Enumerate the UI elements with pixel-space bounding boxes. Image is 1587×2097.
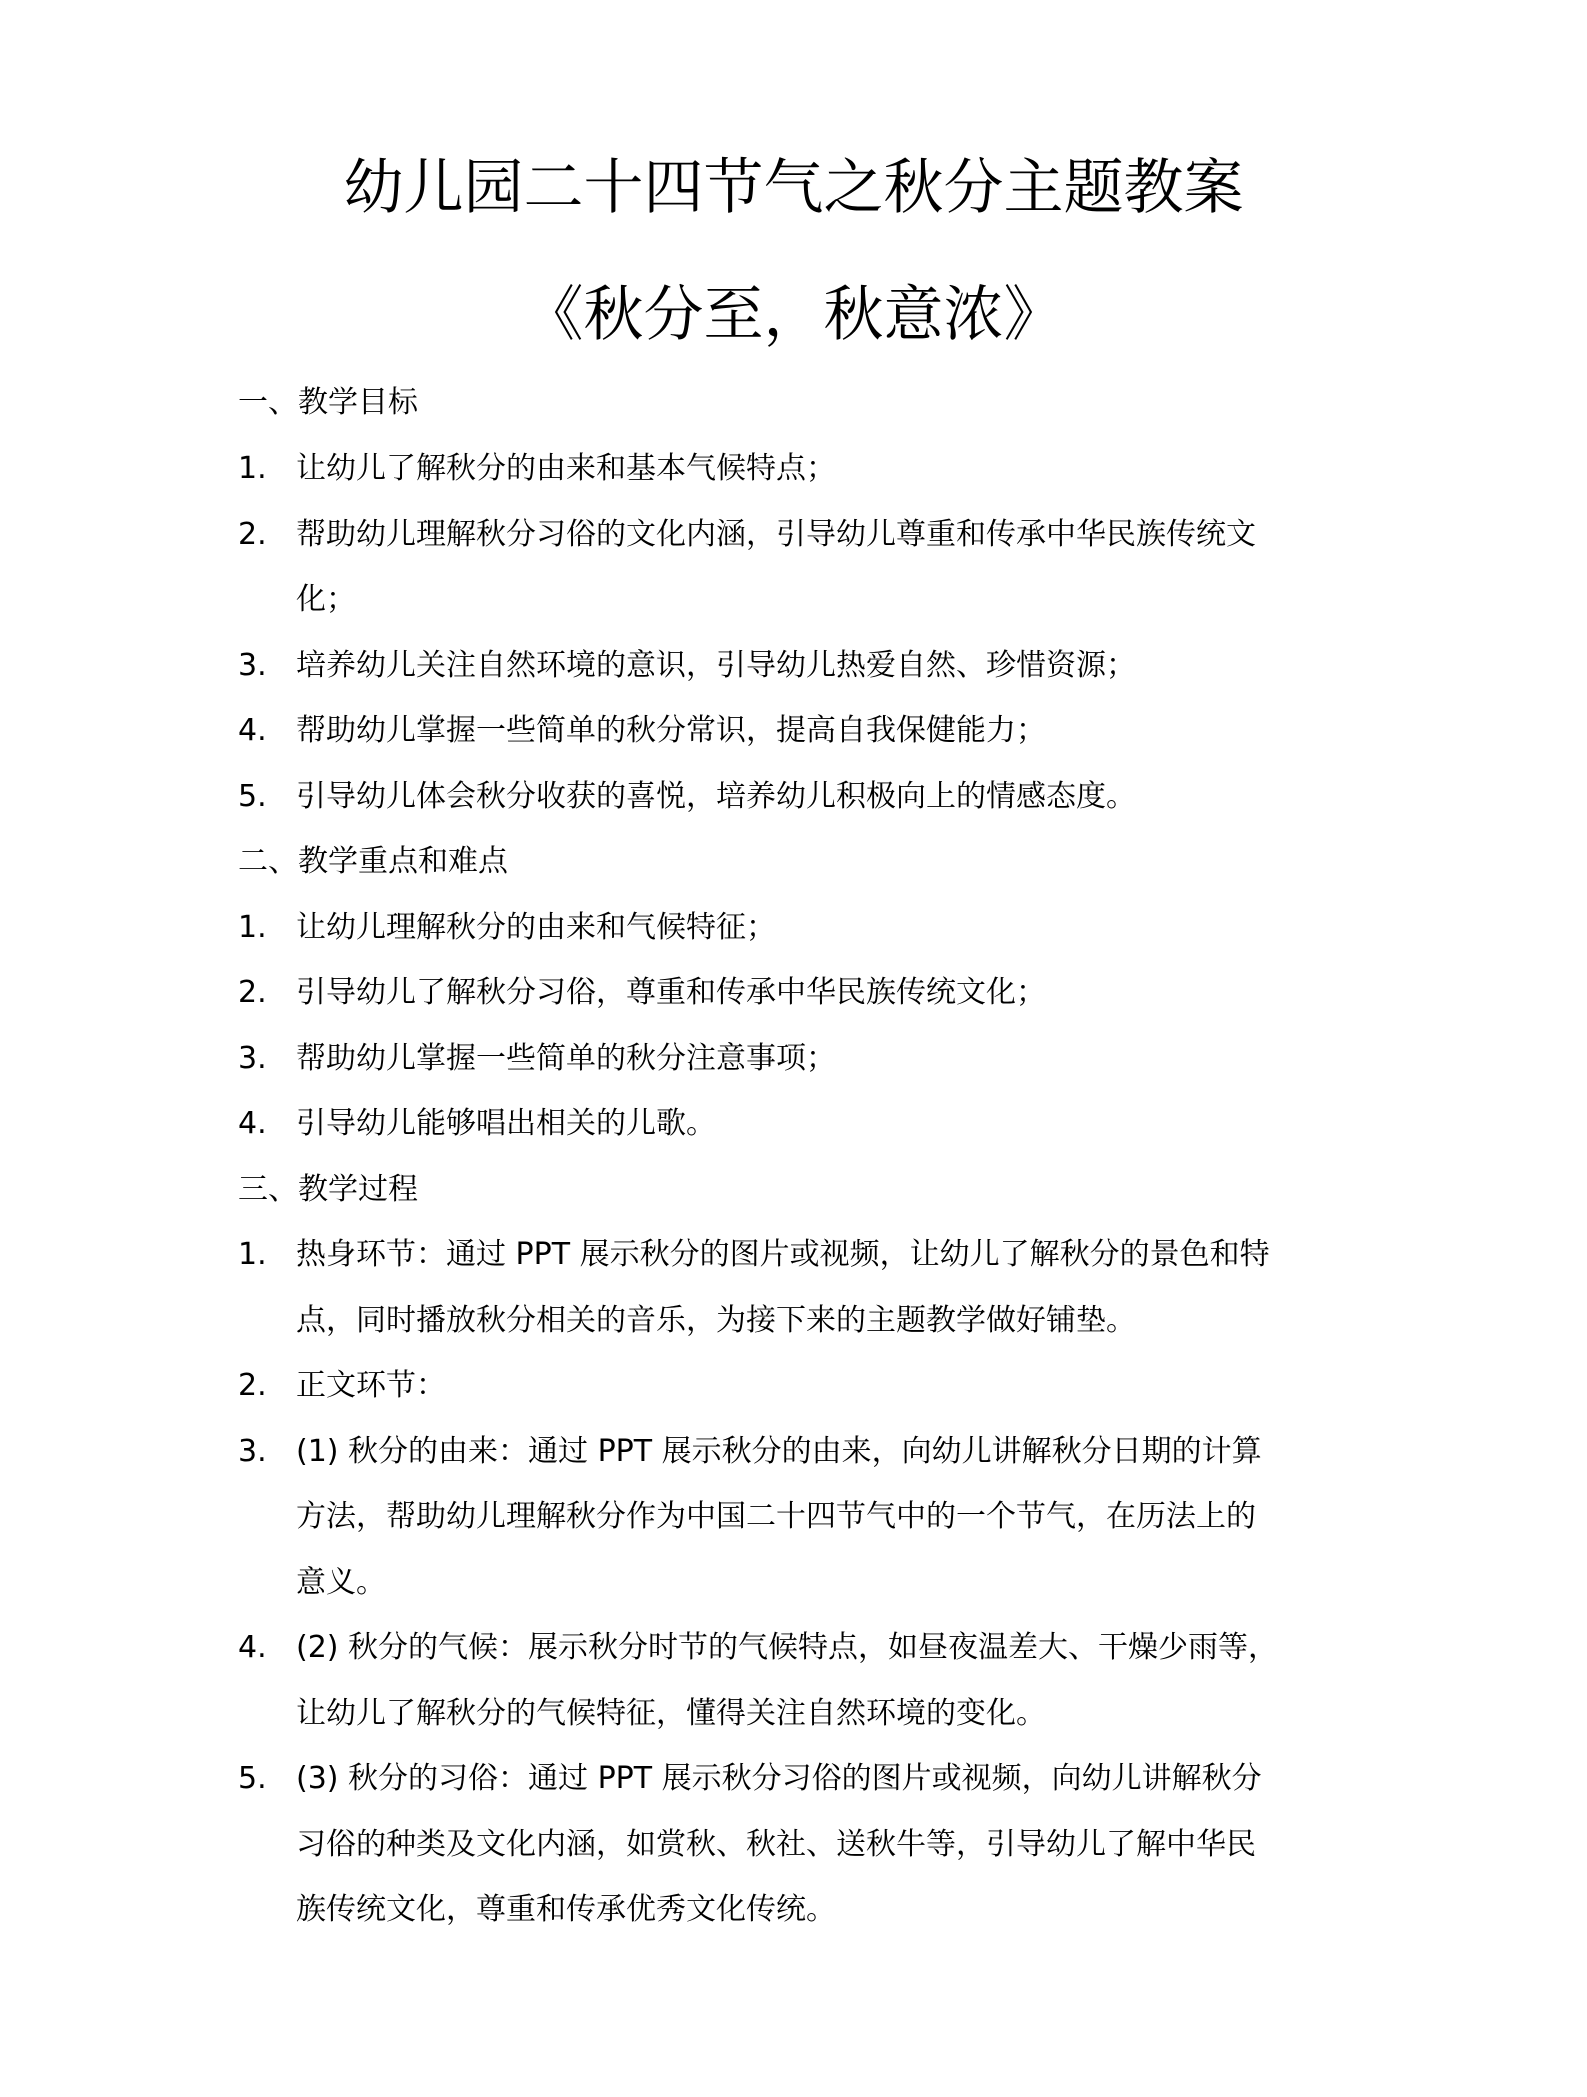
list-number: 1. bbox=[238, 910, 267, 945]
section-heading: 三、教学过程 bbox=[238, 1172, 418, 1207]
list-number: 1. bbox=[238, 1237, 267, 1272]
list-item-text: 让幼儿了解秋分的由来和基本气候特点； bbox=[296, 451, 836, 486]
list-number: 3. bbox=[238, 1434, 267, 1469]
list-item-text: (2) 秋分的气候：展示秋分时节的气候特点，如昼夜温差大、干燥少雨等， bbox=[296, 1630, 1279, 1665]
list-item-text: (1) 秋分的由来：通过 PPT 展示秋分的由来，向幼儿讲解秋分日期的计算 bbox=[296, 1434, 1262, 1469]
list-item-text: 习俗的种类及文化内涵，如赏秋、秋社、送秋牛等，引导幼儿了解中华民 bbox=[296, 1827, 1256, 1862]
list-item-text: 培养幼儿关注自然环境的意识，引导幼儿热爱自然、珍惜资源； bbox=[296, 648, 1136, 683]
list-item-text: 帮助幼儿掌握一些简单的秋分注意事项； bbox=[296, 1041, 836, 1076]
list-number: 2. bbox=[238, 517, 267, 552]
section-heading: 二、教学重点和难点 bbox=[238, 844, 508, 879]
list-number: 5. bbox=[238, 779, 267, 814]
list-number: 4. bbox=[238, 1106, 267, 1141]
list-item-text: 族传统文化，尊重和传承优秀文化传统。 bbox=[296, 1892, 836, 1927]
list-number: 3. bbox=[238, 1041, 267, 1076]
list-item-text: (3) 秋分的习俗：通过 PPT 展示秋分习俗的图片或视频，向幼儿讲解秋分 bbox=[296, 1761, 1262, 1796]
list-number: 3. bbox=[238, 648, 267, 683]
list-item-text: 化； bbox=[296, 582, 356, 617]
list-number: 4. bbox=[238, 1630, 267, 1665]
list-item-text: 点，同时播放秋分相关的音乐，为接下来的主题教学做好铺垫。 bbox=[296, 1303, 1136, 1338]
list-item-text: 正文环节： bbox=[296, 1368, 446, 1403]
list-item-text: 引导幼儿体会秋分收获的喜悦，培养幼儿积极向上的情感态度。 bbox=[296, 779, 1136, 814]
list-item-text: 让幼儿了解秋分的气候特征，懂得关注自然环境的变化。 bbox=[296, 1696, 1046, 1731]
list-item-text: 意义。 bbox=[296, 1565, 386, 1600]
list-number: 2. bbox=[238, 1368, 267, 1403]
list-item-text: 引导幼儿了解秋分习俗，尊重和传承中华民族传统文化； bbox=[296, 975, 1046, 1010]
list-item-text: 帮助幼儿理解秋分习俗的文化内涵，引导幼儿尊重和传承中华民族传统文 bbox=[296, 517, 1256, 552]
document-subtitle: 《秋分至，秋意浓》 bbox=[523, 280, 1064, 350]
list-item-text: 引导幼儿能够唱出相关的儿歌。 bbox=[296, 1106, 716, 1141]
list-item-text: 方法，帮助幼儿理解秋分作为中国二十四节气中的一个节气，在历法上的 bbox=[296, 1499, 1256, 1534]
list-item-text: 帮助幼儿掌握一些简单的秋分常识，提高自我保健能力； bbox=[296, 713, 1046, 748]
list-item-text: 热身环节：通过 PPT 展示秋分的图片或视频，让幼儿了解秋分的景色和特 bbox=[296, 1237, 1270, 1272]
list-number: 4. bbox=[238, 713, 267, 748]
document-title: 幼儿园二十四节气之秋分主题教案 bbox=[343, 153, 1244, 223]
list-number: 1. bbox=[238, 451, 267, 486]
list-item-text: 让幼儿理解秋分的由来和气候特征； bbox=[296, 910, 776, 945]
section-heading: 一、教学目标 bbox=[238, 385, 418, 420]
list-number: 2. bbox=[238, 975, 267, 1010]
list-number: 5. bbox=[238, 1761, 267, 1796]
